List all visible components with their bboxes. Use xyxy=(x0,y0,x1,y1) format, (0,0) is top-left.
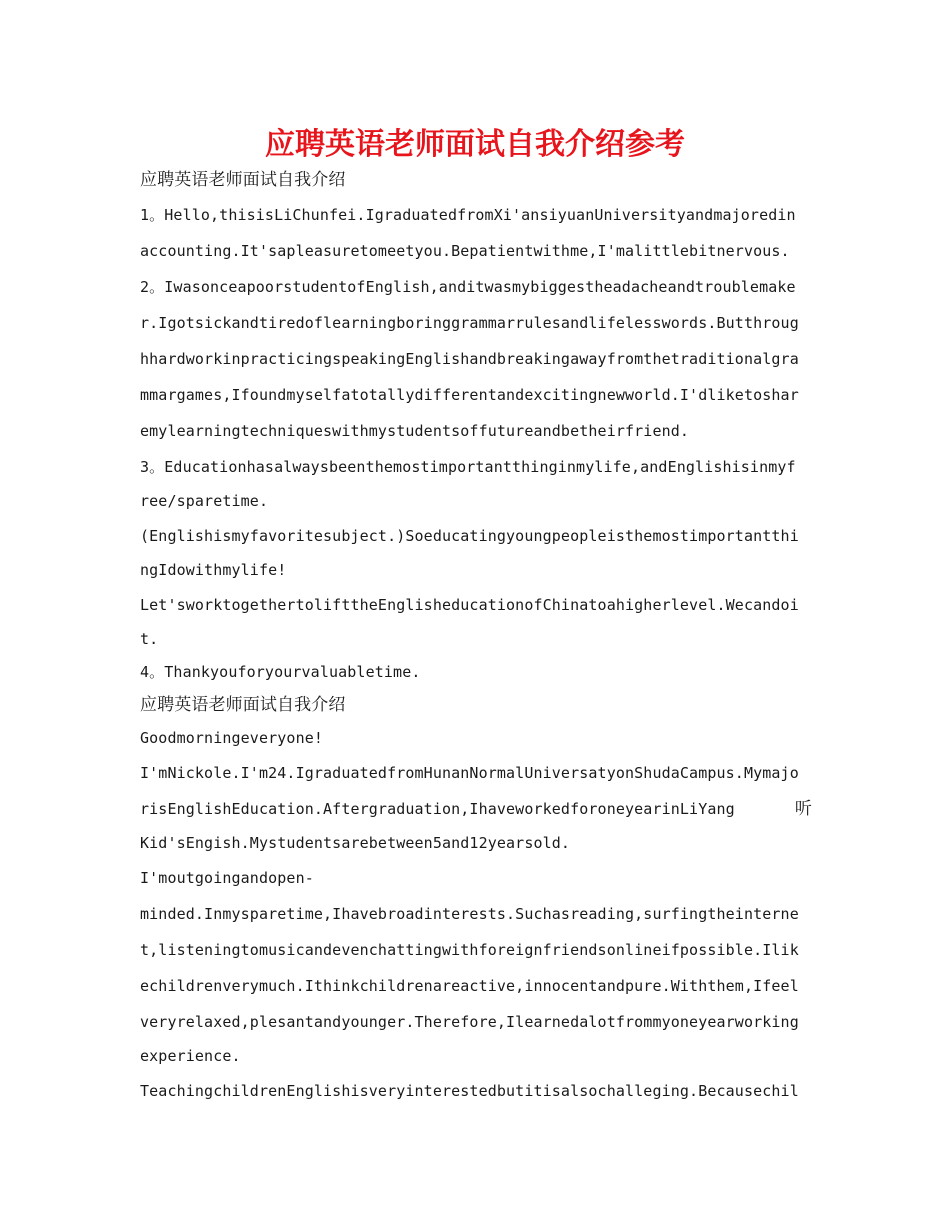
paragraph-line: echildrenverymuch.Ithinkchildrenareactive,innocentandpure.Withthem,Ifeel xyxy=(140,977,799,995)
paragraph-line: Kid'sEngish.Mystudentsarebetween5and12yearsold. xyxy=(140,834,571,852)
document-body xyxy=(140,164,812,1109)
paragraph-line: mmargames,Ifoundmyselfatotallydifferentandexcitingnewworld.I'dliketoshar xyxy=(140,386,799,404)
greeting-line: Goodmorningeveryone! xyxy=(140,729,324,747)
section-heading-2: 应聘英语老师面试自我介绍 xyxy=(140,695,346,715)
paragraph-line-split xyxy=(140,791,812,827)
paragraph-line: hhardworkinpracticingspeakingEnglishandbreakingawayfromthetraditionalgra xyxy=(140,350,799,368)
paragraph-line: minded.Inmysparetime,Ihavebroadinterests.Suchasreading,surfingtheinterne xyxy=(140,905,799,923)
paragraph-line: 2。IwasonceapoorstudentofEnglish,anditwasmybiggestheadacheandtroublemake xyxy=(140,278,796,296)
paragraph-line: 3。Educationhasalwaysbeenthemostimportantthinginmylife,andEnglishisinmyf xyxy=(140,458,796,476)
document-title: 应聘英语老师面试自我介绍参考 xyxy=(265,127,685,162)
paragraph-line: ree/sparetime. xyxy=(140,492,269,510)
paragraph-line: r.Igotsickandtiredoflearningboringgrammarrulesandlifelesswords.Butthroug xyxy=(140,314,799,332)
paragraph-line: t,listeningtomusicandevenchattingwithforeignfriendsonlineifpossible.Ilik xyxy=(140,941,799,959)
paragraph-line: I'mNickole.I'm24.IgraduatedfromHunanNormalUniversatyonShudaCampus.Mymajo xyxy=(140,764,799,782)
section-heading-1: 应聘英语老师面试自我介绍 xyxy=(140,170,346,190)
paragraph-line: TeachingchildrenEnglishisveryinterestedbutitisalsochalleging.Becausechil xyxy=(140,1082,799,1100)
paragraph-line: veryrelaxed,plesantandyounger.Therefore,Ilearnedalotfrommyoneyearworking xyxy=(140,1013,799,1031)
paragraph-line: experience. xyxy=(140,1047,241,1065)
paragraph-line: accounting.It'sapleasuretomeetyou.Bepatientwithme,I'malittlebitnervous. xyxy=(140,242,790,260)
paragraph-line: ngIdowithmylife! xyxy=(140,561,287,579)
paragraph-line: I'moutgoingandopen- xyxy=(140,869,314,887)
paragraph-line: (Englishismyfavoritesubject.)Soeducatingyoungpeopleisthemostimportantthi xyxy=(140,527,799,545)
paragraph-line: emylearningtechniqueswithmystudentsoffutureandbetheirfriend. xyxy=(140,422,690,440)
paragraph-line-right: 听 xyxy=(794,799,812,819)
paragraph-line-left: risEnglishEducation.Aftergraduation,IhaveworkedforoneyearinLiYang xyxy=(140,800,735,818)
paragraph-line: Let'sworktogethertolifttheEnglisheducationofChinatoahigherlevel.Wecandoi xyxy=(140,596,799,614)
paragraph-line: 4。Thankyouforyourvaluabletime. xyxy=(140,663,421,681)
paragraph-line: t. xyxy=(140,630,159,648)
paragraph-line: 1。Hello,thisisLiChunfei.IgraduatedfromXi'ansiyuanUniversityandmajoredin xyxy=(140,206,796,224)
